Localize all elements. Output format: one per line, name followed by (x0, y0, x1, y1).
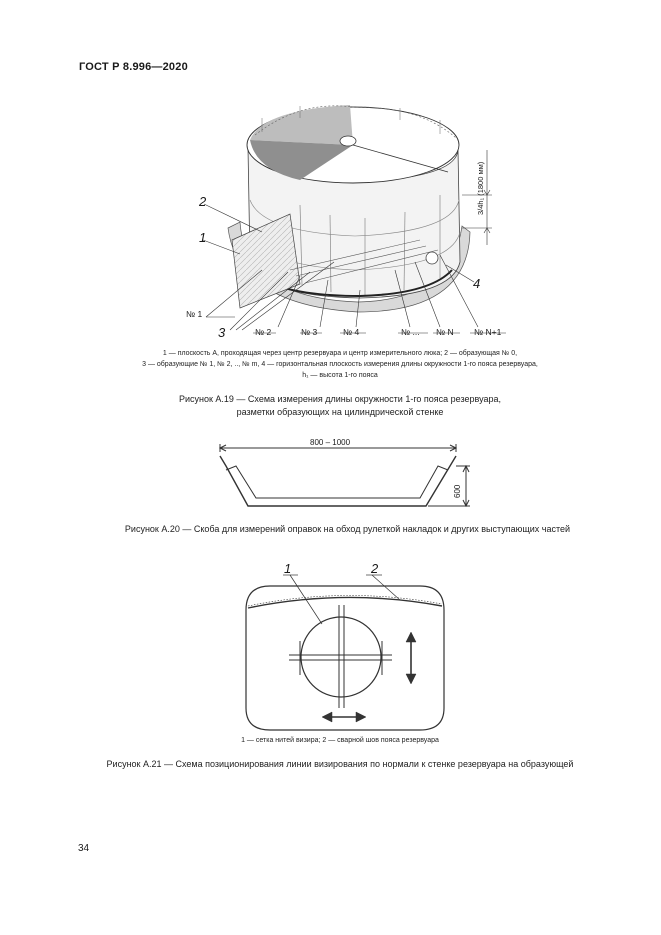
marker-reticle: 1 (284, 561, 292, 576)
generatrix-label-n-plus-1: № N+1 (474, 327, 502, 337)
generatrix-label-dots: № ... (401, 327, 420, 337)
figure-a19-caption-line2: разметки образующих на цилиндрической стенке (236, 407, 444, 417)
figure-a19-legend-line3: h₁ — высота 1-го пояса (302, 372, 378, 379)
marker-2: 2 (199, 194, 207, 209)
figure-a20-caption: Рисунок А.20 — Скоба для измерений оправок на обход рулеткой накладок и других выступающих частей (124, 524, 571, 534)
figure-a19-caption-line1: Рисунок А.19 — Схема измерения длины окружности 1-го пояса резервуара, (178, 394, 502, 404)
generatrix-label-n: № N (436, 327, 454, 337)
figure-a19-legend-line1: 1 — плоскость А, проходящая через центр резервуара и центр измерительного люка; 2 — образующая № 0, (162, 350, 518, 357)
figure-a19-legend-line2: 3 — образующие № 1, № 2, .., № m, 4 — горизонтальная плоскость измерения длины окружности 1-го пояса резервуара, (142, 361, 538, 368)
generatrix-label-2: № 2 (255, 327, 272, 337)
generatrix-label-3: № 3 (301, 327, 318, 337)
generatrix-label-1: № 1 (186, 309, 203, 319)
figure-a21-legend: 1 — сетка нитей визира; 2 — сварной шов пояса резервуара (241, 737, 439, 744)
marker-4: 4 (473, 276, 481, 291)
generatrix-label-4: № 4 (343, 327, 360, 337)
bracket-width-label: 800 – 1000 (310, 438, 351, 447)
document-header: ГОСТ Р 8.996—2020 (79, 61, 188, 73)
figure-a21-caption: Рисунок А.21 — Схема позиционирования линии визирования по нормали к стенке резервуара на образующей (106, 759, 574, 769)
bracket-height-label: 600 (453, 484, 462, 498)
page-number: 34 (78, 843, 90, 854)
height-dimension-label: 3/4h₁ (1800 мм) (476, 161, 485, 215)
marker-3: 3 (218, 325, 226, 340)
marker-weld-seam: 2 (371, 561, 379, 576)
marker-1: 1 (199, 230, 207, 245)
